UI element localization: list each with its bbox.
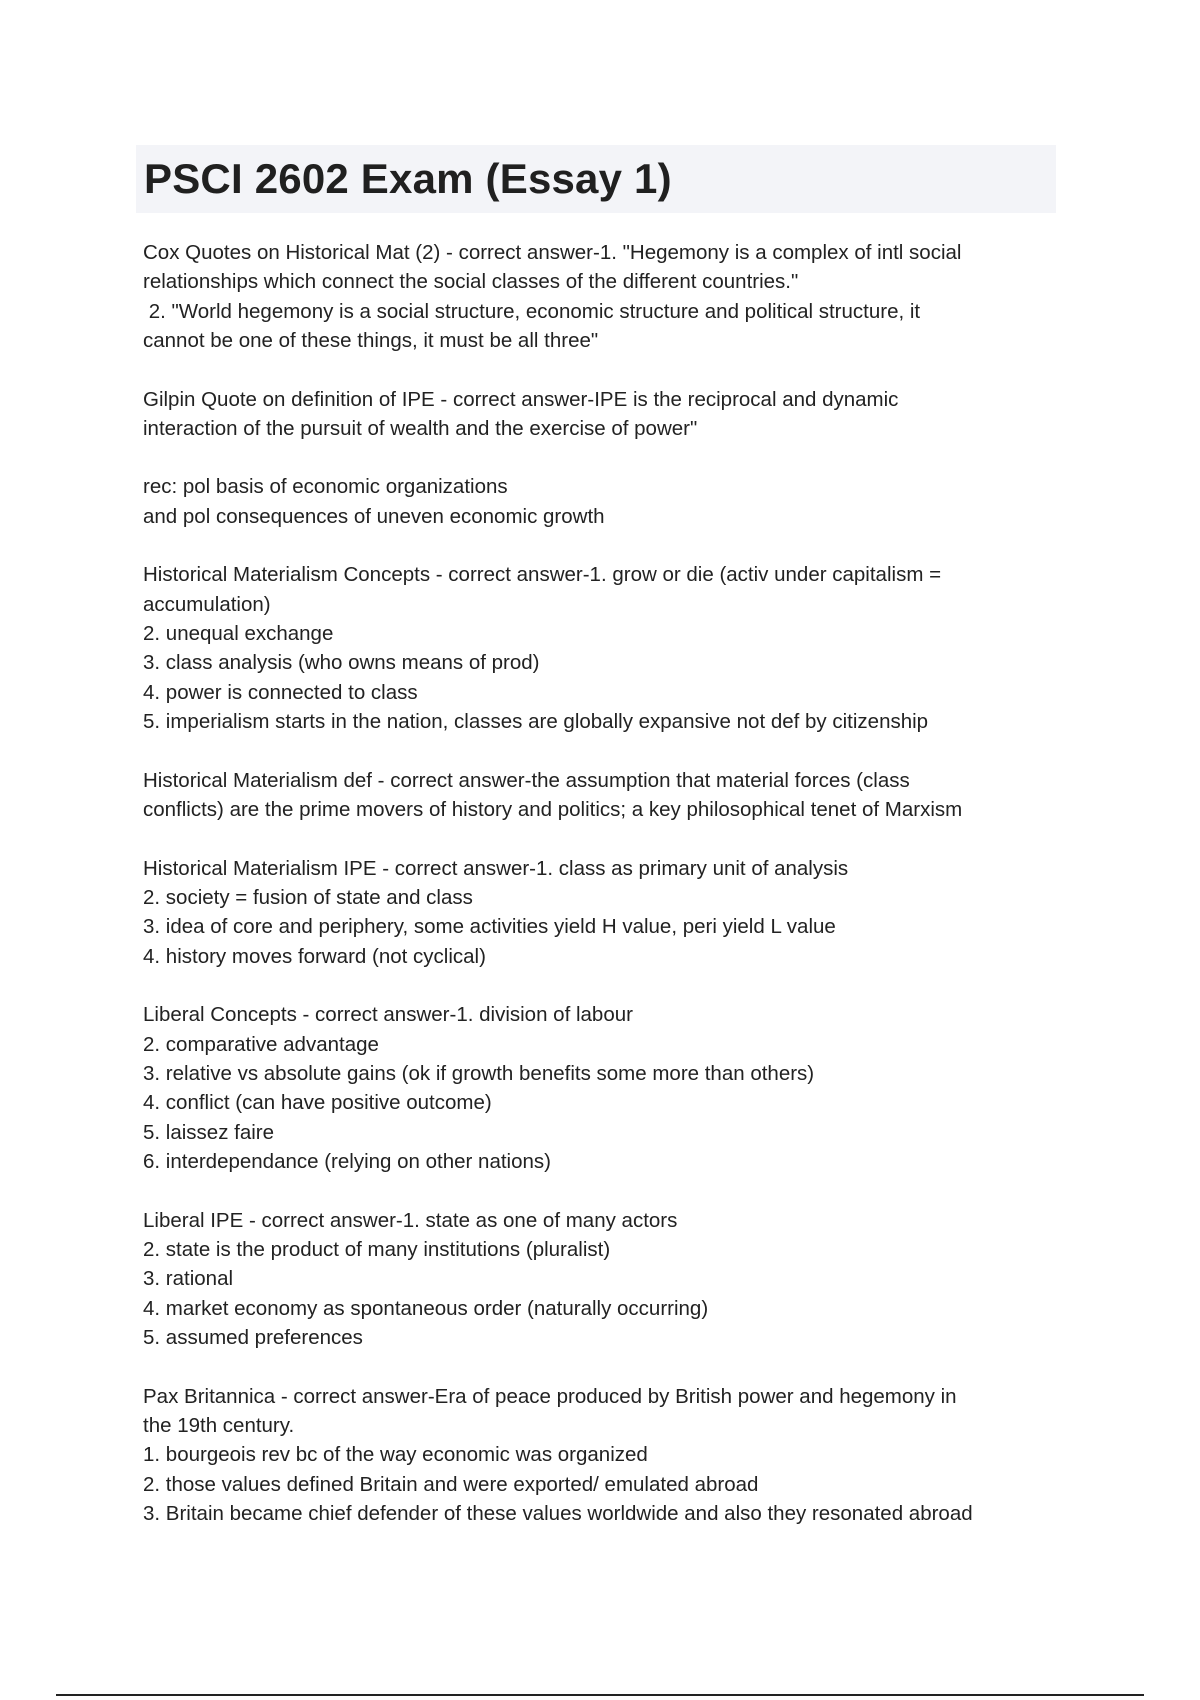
entry-line: and pol consequences of uneven economic growth — [143, 504, 605, 528]
entry-cox-quotes — [143, 238, 1073, 356]
entry-line: 2. state is the product of many institutions (pluralist) — [143, 1237, 611, 1261]
entry-historical-materialism-ipe — [143, 854, 1073, 972]
entry-line: conflicts) are the prime movers of history and politics; a key philosophical tenet of Marxism — [143, 798, 963, 822]
entry-line: Pax Britannica - correct answer-Era of peace produced by British power and hegemony in — [143, 1384, 957, 1408]
entry-line: Historical Materialism def - correct answer-the assumption that material forces (class — [143, 768, 910, 792]
entry-line: Liberal Concepts - correct answer-1. division of labour — [143, 1003, 633, 1027]
entry-line: 1. bourgeois rev bc of the way economic was organized — [143, 1443, 648, 1467]
entry-line: 2. comparative advantage — [143, 1032, 379, 1056]
entry-line: 4. history moves forward (not cyclical) — [143, 944, 486, 968]
entry-gilpin-quote — [143, 385, 1073, 444]
entry-liberal-ipe — [143, 1206, 1073, 1353]
document-body — [143, 238, 1073, 1558]
entry-line: Cox Quotes on Historical Mat (2) - correct answer-1. "Hegemony is a complex of intl social — [143, 241, 962, 264]
entry-line: Gilpin Quote on definition of IPE - correct answer-IPE is the reciprocal and dynamic — [143, 387, 899, 411]
document-title: PSCI 2602 Exam (Essay 1) — [144, 155, 672, 202]
entry-line: 2. unequal exchange — [143, 622, 334, 646]
entry-line: 2. society = fusion of state and class — [143, 885, 473, 909]
entry-line: 6. interdependance (relying on other nations) — [143, 1150, 551, 1174]
entry-line: Historical Materialism IPE - correct answer-1. class as primary unit of analysis — [143, 856, 849, 880]
entry-line: 3. class analysis (who owns means of prod) — [143, 651, 540, 675]
entry-liberal-concepts — [143, 1000, 1073, 1176]
entry-line: 5. laissez faire — [143, 1120, 275, 1144]
entry-line: 4. market economy as spontaneous order (naturally occurring) — [143, 1296, 709, 1320]
entry-historical-materialism-def — [143, 766, 1073, 825]
entry-line: cannot be one of these things, it must be all three" — [143, 329, 599, 353]
footer-divider — [56, 1694, 1144, 1696]
entry-line: the 19th century. — [143, 1414, 295, 1437]
entry-historical-materialism-concepts — [143, 560, 1073, 736]
entry-line: 4. conflict (can have positive outcome) — [143, 1091, 492, 1115]
entry-line: 3. Britain became chief defender of these values worldwide and also they resonated abroad — [143, 1502, 973, 1526]
entry-pax-britannica — [143, 1382, 1073, 1529]
entry-line: 3. idea of core and periphery, some activities yield H value, peri yield L value — [143, 915, 836, 939]
entry-line: 2. "World hegemony is a social structure, economic structure and political structure, it — [143, 299, 921, 323]
entry-line: Historical Materialism Concepts - correct answer-1. grow or die (activ under capitalism = — [143, 563, 942, 587]
entry-line: accumulation) — [143, 592, 271, 616]
title-bar — [136, 145, 1056, 213]
entry-line: relationships which connect the social classes of the different countries." — [143, 270, 799, 294]
entry-line: Liberal IPE - correct answer-1. state as one of many actors — [143, 1208, 678, 1232]
entry-line: 5. assumed preferences — [143, 1326, 363, 1350]
entry-line: interaction of the pursuit of wealth and the exercise of power" — [143, 417, 698, 441]
entry-rec-note — [143, 472, 1073, 531]
entry-line: rec: pol basis of economic organizations — [143, 475, 508, 499]
entry-line: 3. relative vs absolute gains (ok if growth benefits some more than others) — [143, 1061, 815, 1085]
entry-line: 5. imperialism starts in the nation, classes are globally expansive not def by citizenship — [143, 710, 929, 734]
entry-line: 2. those values defined Britain and were exported/ emulated abroad — [143, 1472, 759, 1496]
entry-line: 4. power is connected to class — [143, 680, 418, 704]
entry-line: 3. rational — [143, 1267, 234, 1291]
